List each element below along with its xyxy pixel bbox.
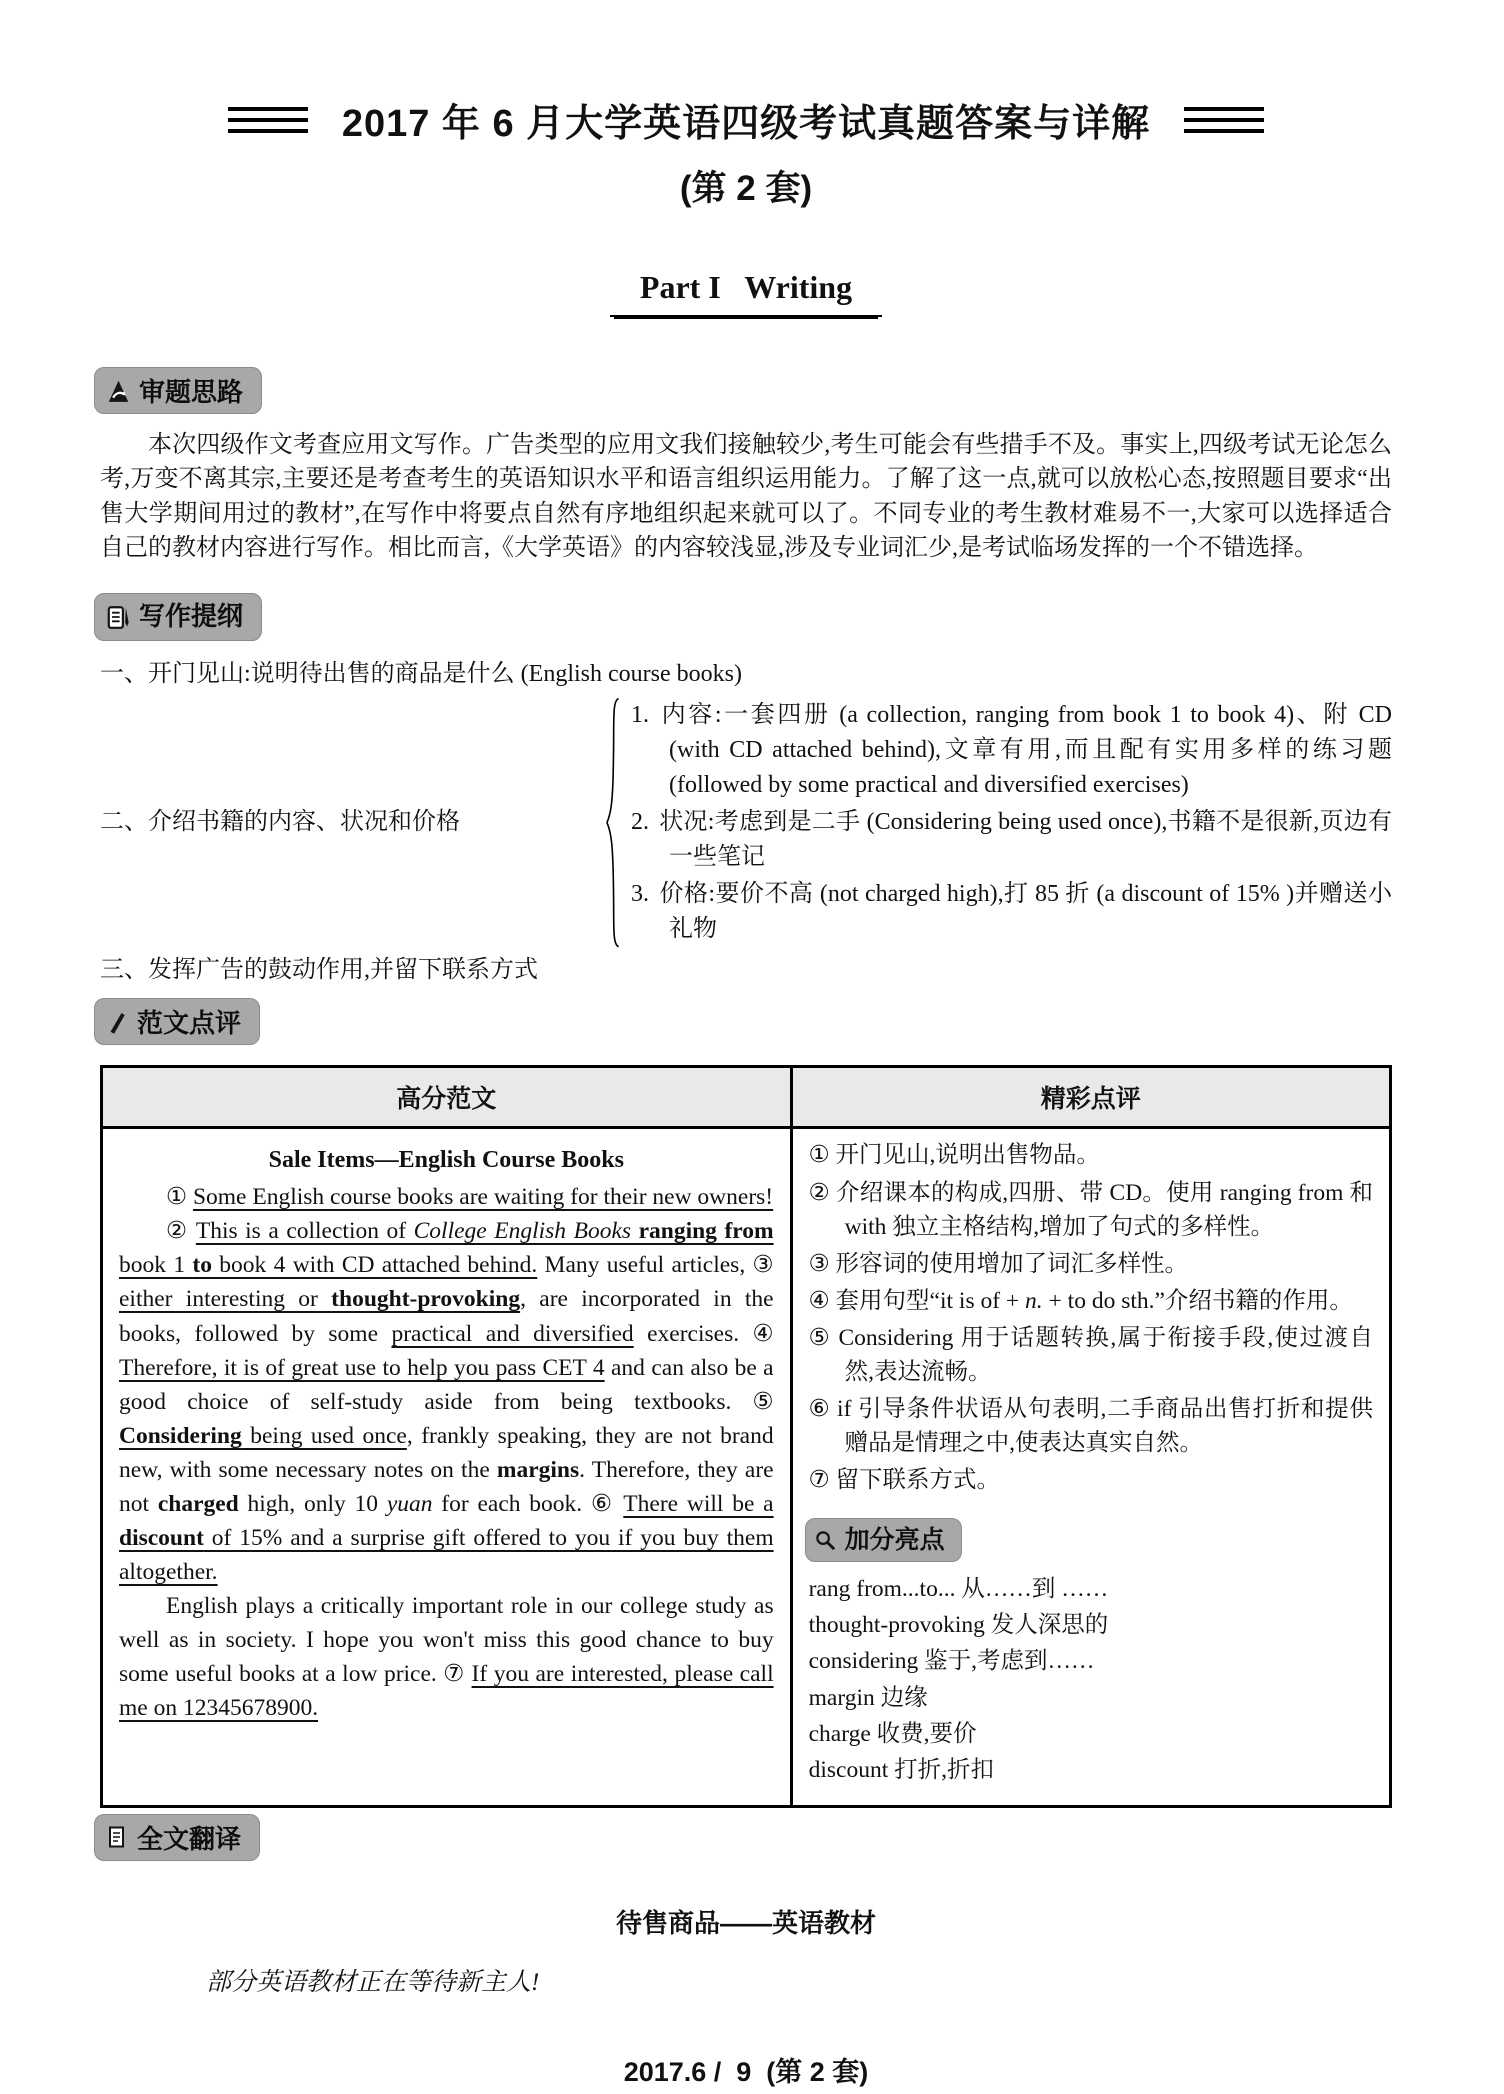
glossary-item: considering 鉴于,考虑到…… <box>808 1648 1095 1675</box>
review-table-header-row <box>102 1067 1391 1128</box>
comment-item-5 <box>809 1321 1373 1389</box>
outline-sub-item-text: 状况:考虑到是二手 (Considering being used once),书籍不是很新,页边有一些笔记 <box>659 809 1392 871</box>
text-run: n. <box>1025 1287 1043 1314</box>
essay-paragraph-1 <box>119 1180 774 1214</box>
page-footer <box>100 2050 1392 2094</box>
text-run: book 1 <box>119 1252 193 1279</box>
bonus-label-chip <box>805 1518 962 1562</box>
text-run: for each book. ⑥ <box>432 1490 624 1517</box>
comment-item-6 <box>809 1392 1373 1460</box>
comment-item-7 <box>809 1463 1373 1497</box>
text-run: College English Books <box>413 1218 632 1245</box>
text-run: high, only 10 <box>238 1490 387 1517</box>
text-run: being used once <box>241 1422 407 1449</box>
text-run: , are incorporated in the books, followed by some <box>119 1286 774 1347</box>
outline-item-three: 三、发挥广告的鼓动作用,并留下联系方式 <box>100 957 538 984</box>
section-translation <box>100 1808 1392 1998</box>
outline-brace-group <box>100 696 1392 949</box>
page-number: 2017.6 / 9 (第 2 套) <box>600 2050 893 2094</box>
text-run: ② <box>166 1218 196 1245</box>
review-table-head <box>102 1067 1391 1128</box>
review-label-chip <box>94 998 260 1045</box>
glossary-item: margin 边缘 <box>808 1684 928 1711</box>
text-run: This is a collection of <box>195 1218 414 1245</box>
text-run: charged <box>157 1490 239 1517</box>
review-table-body-row <box>102 1128 1391 1806</box>
section-analysis <box>100 361 1392 565</box>
essay-title: Sale Items—English Course Books <box>268 1147 624 1174</box>
bonus-label: 加分亮点 <box>844 1526 945 1555</box>
text-run <box>631 1218 639 1244</box>
text-run: exercises. ④ <box>633 1320 774 1347</box>
doc-title-row <box>100 92 1392 147</box>
outline-item-two-label: 二、介绍书籍的内容、状况和价格 <box>100 809 460 836</box>
outline-icon <box>105 604 131 630</box>
magnifier-icon <box>814 1529 837 1552</box>
analysis-label: 审题思路 <box>139 377 244 407</box>
text-run: Many useful articles, ③ <box>537 1252 774 1279</box>
text-run: Therefore, it is of great use to help you pass CET 4 <box>119 1354 605 1381</box>
outline-sub-item-number: 2. <box>631 809 649 836</box>
text-run: ① 开门见山,说明出售物品。 <box>808 1142 1100 1169</box>
text-run: Some English course books are waiting for their new owners! <box>192 1184 774 1211</box>
comment-item-2 <box>809 1176 1373 1244</box>
title-rule-left-icon <box>228 107 308 133</box>
document-icon <box>105 1824 129 1850</box>
part-heading-text: Part I Writing <box>610 269 882 317</box>
comment-cell <box>791 1128 1390 1806</box>
outline-label-chip <box>94 593 262 641</box>
text-run: practical and diversified <box>391 1320 634 1347</box>
section-outline <box>100 587 1392 988</box>
comment-item-3 <box>809 1247 1373 1281</box>
glossary-item: thought-provoking 发人深思的 <box>808 1612 1109 1639</box>
analysis-paragraph: 本次四级作文考查应用文写作。广告类型的应用文我们接触较少,考生可能会有些措手不及。事实上,四级考试无论怎么考,万变不离其宗,主要还是考查考生的英语知识水平和语言组织运用能力。了解了这一点,就可以放松心态,按照题目要求“出售大学期间用过的教材”,在写作中将要点自然有序地组织起来就可以了。不同专业的考生教材难易不一,大家可以选择适合自己的教材内容进行写作。相比而言,《大学英语》的内容较浅显,涉及专业词汇少,是考试临场发挥的一个不错选择。 <box>100 432 1392 561</box>
translation-label: 全文翻译 <box>137 1823 242 1854</box>
text-run: book 4 with CD attached behind. <box>211 1252 538 1279</box>
title-rule-right-icon <box>1184 107 1264 133</box>
glossary-item: rang from...to... 从……到 …… <box>808 1576 1109 1603</box>
comment-column-header: 精彩点评 <box>791 1067 1390 1128</box>
section-review <box>100 992 1392 1807</box>
translated-essay-title: 待售商品——英语教材 <box>615 1907 876 1938</box>
outline-sub-item-number: 3. <box>631 881 649 908</box>
outline-sub-item-text: 内容:一套四册 (a collection, ranging from book 1 to book 4)、附 CD (with CD attached behind),文章有用,而且配有实用多样的练习题 (followed by some practical and diversified exercises) <box>659 702 1392 799</box>
text-run: ⑥ if 引导条件状语从句表明,二手商品出售打折和提供赠品是情理之中,使表达真实自然。 <box>808 1395 1373 1456</box>
comment-item-1 <box>809 1138 1373 1172</box>
doc-title-set-number: (第 2 套) <box>679 169 813 208</box>
analysis-icon <box>105 378 131 404</box>
text-run: If you are interested, please call me on 12345678900. <box>119 1661 774 1722</box>
text-run: ② 介绍课本的构成,四册、带 CD。使用 ranging from 和 with 独立主格结构,增加了句式的多样性。 <box>808 1179 1373 1240</box>
text-run: Considering <box>119 1422 242 1449</box>
outline-sub-item-text: 价格:要价不高 (not charged high),打 85 折 (a discount of 15% )并赠送小礼物 <box>659 881 1392 943</box>
outline-sub-list <box>631 696 1392 949</box>
text-run: English plays a critically important role in our college study as well as in society. I hope you won't miss this good chance to buy some useful books at a low price. ⑦ <box>119 1593 774 1688</box>
translated-first-line: 部分英语教材正在等待新主人! <box>206 1968 540 1996</box>
essay-cell <box>102 1128 792 1806</box>
glossary-item: charge 收费,要价 <box>808 1720 977 1747</box>
outline-sub-item <box>631 698 1392 803</box>
comment-item-4 <box>809 1284 1373 1318</box>
outline-sub-item <box>631 805 1392 875</box>
text-run: . Therefore, they are not <box>119 1456 774 1517</box>
brace-icon <box>605 696 621 949</box>
text-run: and can also be a good choice of self-study aside from being textbooks. ⑤ <box>119 1354 774 1415</box>
text-run: discount <box>119 1524 204 1551</box>
analysis-label-chip <box>94 367 262 414</box>
pen-icon <box>105 1009 129 1035</box>
review-table-body <box>102 1128 1391 1806</box>
translation-label-chip <box>94 1814 260 1861</box>
essay-paragraph-3 <box>119 1589 774 1725</box>
essay-column-header: 高分范文 <box>102 1067 792 1128</box>
review-label: 范文点评 <box>137 1008 242 1039</box>
text-run: There will be a <box>623 1490 774 1517</box>
essay-paragraph-2 <box>119 1214 774 1589</box>
text-run: ③ 形容词的使用增加了词汇多样性。 <box>808 1250 1189 1277</box>
text-run: + to do sth.”介绍书籍的作用。 <box>1042 1287 1353 1314</box>
part-heading <box>100 269 1392 317</box>
text-run: ranging from <box>638 1218 774 1245</box>
text-run: ④ 套用句型“it is of + <box>808 1287 1026 1314</box>
review-table <box>100 1065 1392 1807</box>
text-run: ① <box>166 1184 193 1211</box>
text-run: yuan <box>386 1490 433 1517</box>
outline-label: 写作提纲 <box>139 601 244 632</box>
glossary-item: discount 打折,折扣 <box>808 1756 994 1783</box>
text-run: thought-provoking <box>331 1286 521 1313</box>
text-run: ⑦ 留下联系方式。 <box>808 1467 1001 1494</box>
text-run: of 15% and a surprise gift offered to you if you buy them altogether. <box>119 1524 774 1585</box>
text-run: either interesting or <box>119 1286 332 1313</box>
outline-item-one: 一、开门见山:说明待出售的商品是什么 (English course books) <box>100 661 742 688</box>
outline-sub-item-number: 1. <box>631 702 649 729</box>
doc-title: 2017 年 6 月大学英语四级考试真题答案与详解 <box>341 103 1151 145</box>
text-run: to <box>192 1252 212 1279</box>
doc-title-block <box>100 92 1392 211</box>
outline-sub-item <box>631 877 1392 947</box>
text-run: , frankly speaking, they are not brand new, with some necessary notes on the <box>119 1422 774 1483</box>
text-run: ⑤ Considering 用于话题转换,属于衔接手段,使过渡自然,表达流畅。 <box>808 1324 1373 1385</box>
text-run: margins <box>496 1456 580 1483</box>
